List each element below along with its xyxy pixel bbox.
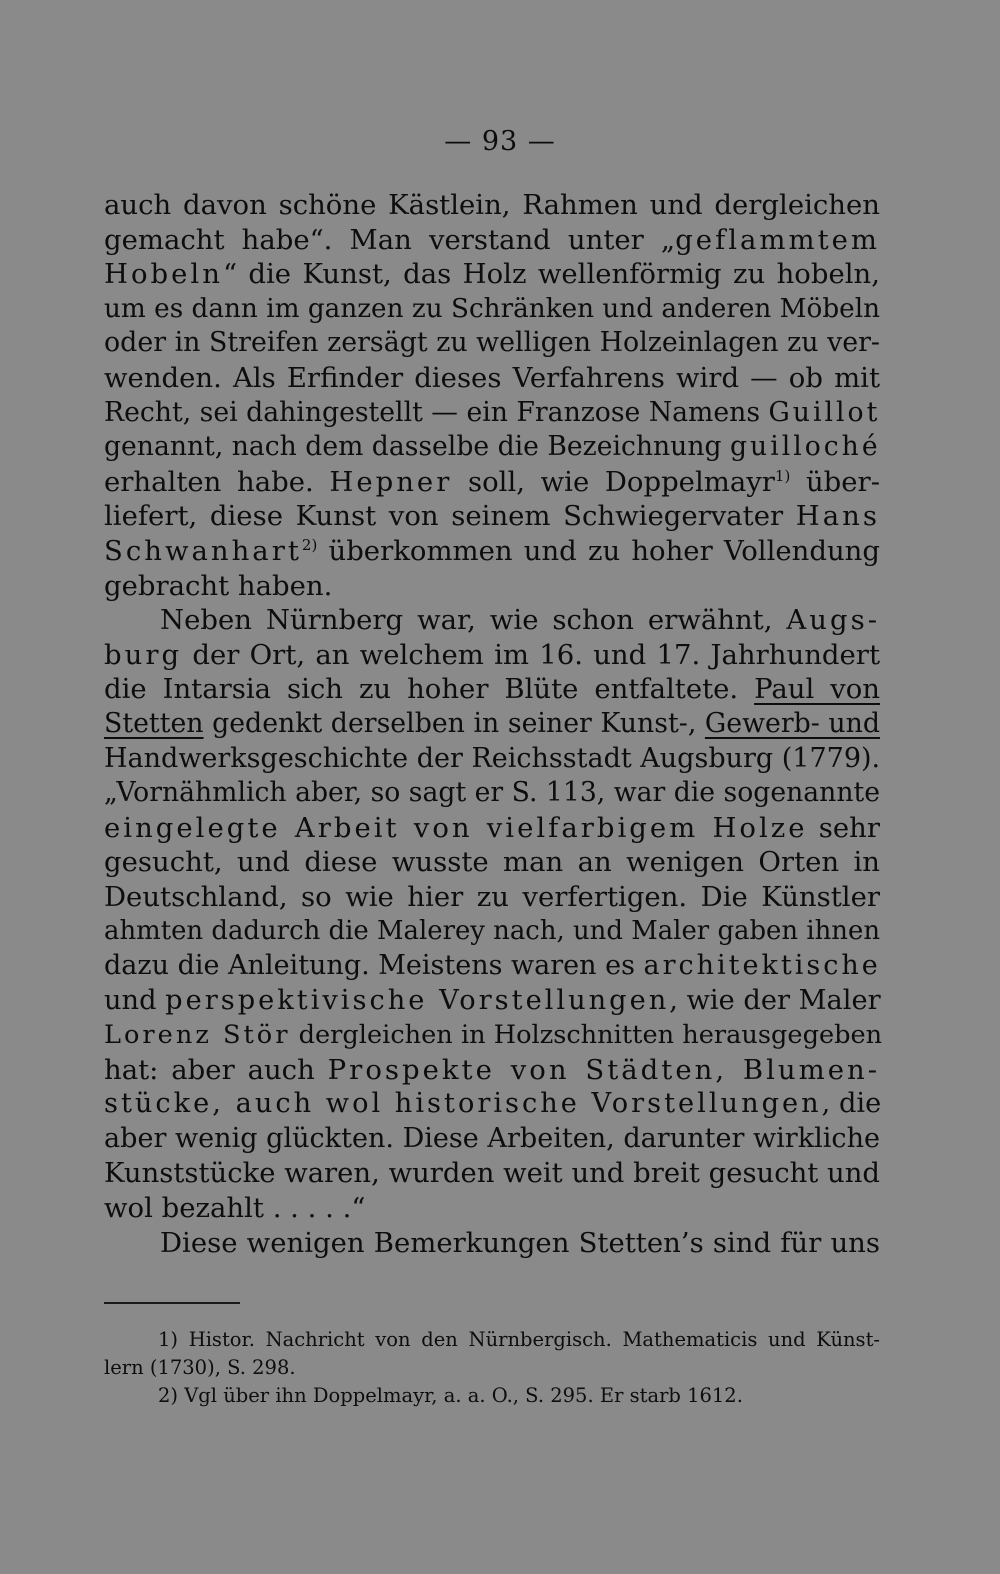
text-line	[104, 465, 880, 500]
spaced-emphasis: eingelegte Arbeit von vielfarbigem Holze	[104, 811, 808, 844]
text-segment: Paul von	[754, 673, 880, 706]
text-segment: aber wenig glückten. Diese Arbeiten, darunter wirkliche	[104, 1123, 880, 1155]
footnotes	[104, 1326, 880, 1410]
footnote-line: lern (1730), S. 298.	[104, 1356, 296, 1379]
text-segment: genannt, nach dem dasselbe die Bezeichnung	[104, 431, 730, 463]
text-line	[104, 949, 880, 984]
footnote-ref: 2)	[301, 535, 318, 554]
spaced-emphasis: burg	[104, 638, 183, 671]
text-segment: und	[104, 984, 166, 1016]
text-segment: liefert, diese Kunst von seinem Schwiegervater	[104, 500, 796, 533]
text-line	[104, 1122, 880, 1157]
spaced-emphasis: perspektivische Vorstellungen	[165, 984, 670, 1016]
text-line	[104, 1018, 883, 1053]
text-segment: der Ort, an welchem im 16. und 17. Jahrhundert	[182, 638, 880, 671]
text-line	[104, 499, 880, 534]
text-line	[104, 292, 880, 327]
spaced-emphasis: Prospekte von Städten, Blumen-	[327, 1053, 880, 1086]
text-segment: die Intarsia sich zu hoher Blüte entfaltete.	[104, 673, 755, 706]
text-line	[104, 914, 880, 949]
text-line	[104, 638, 880, 673]
text-segment: überkommen und zu hoher Vollendung	[317, 534, 880, 567]
footnote-separator	[104, 1302, 240, 1304]
text-line	[104, 742, 880, 777]
spaced-emphasis: Hans	[795, 500, 880, 533]
footnote-ref: 1)	[774, 466, 791, 485]
text-line	[104, 984, 880, 1019]
text-segment: soll, wie Doppelmayr	[452, 465, 775, 498]
text-line	[104, 188, 880, 223]
spaced-emphasis: guilloché	[730, 431, 881, 463]
text-segment: dazu die Anleitung. Meistens waren es	[104, 950, 644, 982]
text-segment: erhalten habe.	[104, 465, 330, 498]
text-segment: Kunststücke waren, wurden weit und breit gesucht und	[104, 1157, 880, 1189]
text-segment: „Vornähmlich aber, so sagt er S. 113, war die sogenannte	[104, 777, 880, 809]
text-segment: ahmten dadurch die Malerey nach, und Maler gaben ihnen	[104, 916, 880, 947]
text-line	[104, 880, 880, 915]
footnote-line: 1) Histor. Nachricht von den Nürnbergisch. Mathematicis und Künst-	[158, 1328, 880, 1351]
text-segment: gesucht, und diese wusste man an wenigen Orten in	[104, 846, 880, 879]
spaced-emphasis: Augs-	[786, 604, 880, 637]
spaced-emphasis: Lorenz Stör	[104, 1020, 291, 1051]
text-line	[104, 361, 880, 396]
text-segment: sehr	[807, 811, 880, 844]
text-segment: dergleichen in Holzschnitten herausgegeben	[290, 1020, 883, 1051]
text-line	[104, 326, 880, 361]
text-segment: Diese wenigen Bemerkungen Stetten’s sind für uns	[160, 1226, 880, 1259]
spaced-emphasis: architektische	[643, 950, 881, 982]
main-text	[104, 188, 883, 1260]
text-segment: gedenkt derselben in seiner Kunst-,	[203, 707, 705, 739]
text-line	[104, 396, 880, 431]
spaced-emphasis: geflammtem	[675, 223, 880, 256]
text-line	[104, 1087, 880, 1122]
text-line	[104, 1226, 880, 1261]
text-line	[104, 257, 880, 292]
text-segment: auch davon schöne Kästlein, Rahmen und dergleichen	[104, 189, 880, 221]
text-line	[104, 430, 880, 465]
text-line	[104, 223, 880, 258]
text-segment: , wie der Maler	[669, 984, 881, 1016]
text-segment: wenden. Als Erfinder dieses Verfahrens wird — ob mit	[104, 361, 880, 394]
text-line	[104, 672, 880, 707]
text-line	[104, 569, 880, 604]
text-line	[104, 811, 880, 846]
spaced-emphasis: stücke, auch wol historische Vorstellungen	[104, 1088, 822, 1120]
text-segment: wol bezahlt . . . . .“	[104, 1192, 366, 1225]
text-line	[104, 776, 880, 811]
spaced-emphasis: Hepner	[329, 465, 453, 498]
page-number: — 93 —	[444, 126, 556, 157]
text-segment: Stetten	[104, 707, 204, 739]
text-line	[104, 845, 880, 880]
text-segment: , die	[821, 1088, 882, 1120]
spaced-emphasis: Schwanhart	[104, 534, 302, 567]
text-segment: Neben Nürnberg war, wie schon erwähnt,	[160, 604, 787, 637]
text-segment: um es dann im ganzen zu Schränken und anderen Möbeln	[104, 293, 880, 324]
text-segment: Deutschland, so wie hier zu verfertigen. Die Künstler	[104, 880, 880, 913]
text-line	[104, 534, 880, 569]
text-line	[104, 1191, 880, 1226]
text-line	[104, 1053, 880, 1088]
text-segment: hat: aber auch	[104, 1053, 328, 1086]
text-segment: Handwerksgeschichte der Reichsstadt Augsburg (1779).	[104, 742, 881, 774]
text-line	[104, 603, 880, 638]
text-line	[104, 707, 880, 742]
footnote-line: 2) Vgl über ihn Doppelmayr, a. a. O., S. 295. Er starb 1612.	[158, 1384, 743, 1407]
spaced-emphasis: Guillot	[768, 396, 881, 428]
text-segment: oder in Streifen zersägt zu welligen Holzeinlagen zu ver-	[104, 327, 880, 359]
text-segment: Gewerb- und	[704, 707, 881, 739]
text-segment: “ die Kunst, das Holz wellenförmig zu hobeln,	[222, 258, 880, 291]
text-segment: über-	[790, 465, 880, 498]
text-segment: Recht, sei dahingestellt — ein Franzose Namens	[104, 396, 769, 428]
spaced-emphasis: Hobeln	[104, 258, 223, 291]
text-segment: gemacht habe“. Man verstand unter „	[104, 223, 676, 256]
text-segment: gebracht haben.	[104, 569, 333, 602]
text-line	[104, 1157, 880, 1192]
